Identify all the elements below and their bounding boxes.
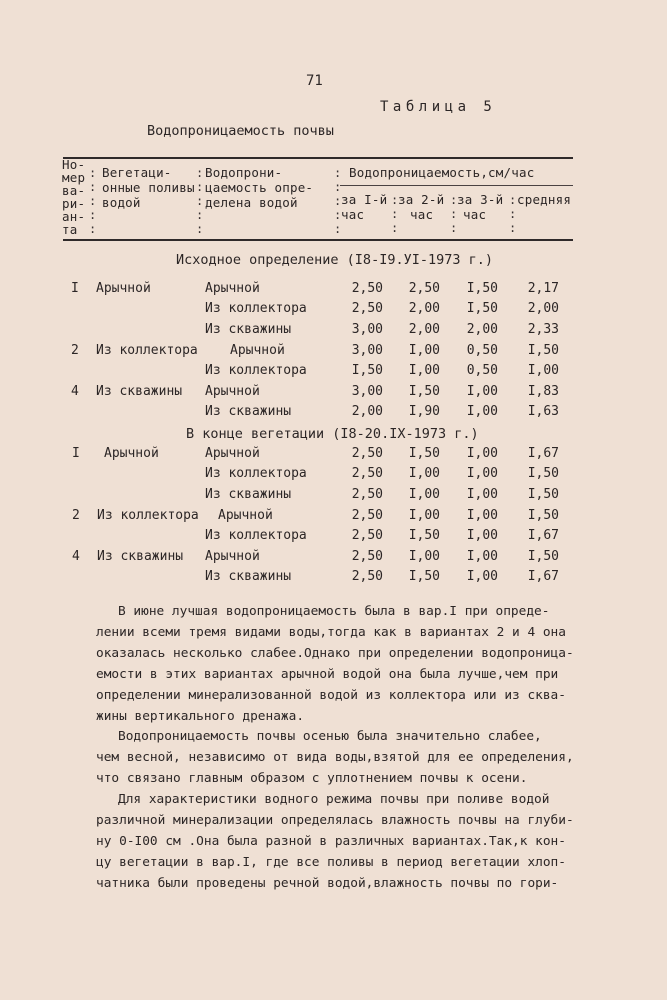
body-paragraph: В июне лучшая водопроницаемость была в вар.I при опреде- лении всеми тремя видами воды,тогда как в вариантах 2 и 4 она оказалась несколько слабее.Однако при определении водопроница- емости в этих вариантах арычной водой она была лучше,чем при определении минерализованной водой из коллектора или из сква- жины вертикального дренажа. — [96, 604, 574, 724]
table-title: Водопроницаемость почвы — [147, 123, 334, 139]
document-page: 71 Таблица 5 Водопроницаемость почвы Но- мер ва- ри- ан- та Вегетаци- онные поливы водой Водопрони- цаемость опре- делена водой Водопроницаемость,см/час за I-й час за 2-й час за 3-й час средняя : : : : : : : : : : : : : : : : : : : : : : : : Исходное определение (I8-I9.УI-1973 г.) I Арычной Арычной 2,50 2,50 I,50 2,17 Из коллектора 2,50 2,00 I,50 2,00 Из скважины 3,00 2,00 2,00 2,33 2 Из коллектора Арычной 3,00 I,00 0,50 I,50 Из коллектора I,50 I,00 0,50 I,00 4 Из скважины Арычной 3,00 I,50 I,00 I,83 Из скважины 2,00 I,90 I,00 I,63 В конце вегетации (I8-20.IX-1973 г.) I Арычной Арычной 2,50 I,50 I,00 I,67 Из коллектора 2,50 I,00 I,00 I,50 Из скважины 2,50 I,00 I,00 I,50 2 Из коллектора Арычной 2,50 I,00 I,00 I,50 Из коллектора 2,50 I,50 I,00 I,67 4 Из скважины Арычной 2,50 I,00 I,00 I,50 Из скважины 2,50 I,50 I,00 I,67 В июне лучшая водопроницаемость была в вар.I при опреде- лении всеми тремя видами воды,тогда как в вариантах 2 и 4 она оказалась несколько слабее.Однако при определении водопроница- емости в этих вариантах арычной водой она была лучше,чем при определении минерализованной водой из коллектора или из сква- жины вертикального дренажа. Водопроницаемость почвы осенью была значительно слабее, чем весной, независимо от вида воды,взятой для ее определения, что связано главным образом с уплотнением почвы к осени. Для характеристики водного режима почвы при поливе водой различной минерализации определялась влажность почвы на глуби- ну 0-I00 см .Она была разной в различных вариантах.Так,к кон- цу вегетации в вар.I, где все поливы в период вегетации хлоп- чатника были проведены речной водой,влажность почвы по гори- — [0, 0, 667, 1000]
header-permeability-group: Водопроницаемость,см/час — [349, 165, 535, 180]
body-paragraph: Водопроницаемость почвы осенью была значительно слабее, чем весной, независимо от вида воды,взятой для ее определения, что связано главным образом с уплотнением почвы к осени. — [96, 729, 574, 786]
table-top-rule — [63, 157, 573, 159]
section-title: Исходное определение (I8-I9.УI-1973 г.) — [176, 252, 493, 268]
table-label: Таблица 5 — [380, 99, 497, 115]
header-sub-3: за 3-й час — [457, 192, 504, 222]
section-title: В конце вегетации (I8-20.IX-1973 г.) — [186, 426, 479, 442]
header-sub-4: средняя — [517, 192, 572, 207]
header-group-rule — [340, 185, 573, 186]
header-sub-2: за 2-й час — [398, 192, 445, 222]
header-determined: Водопрони- цаемость опре- делена водой — [205, 165, 314, 210]
header-variant: Но- мер ва- ри- ан- та — [62, 157, 86, 237]
page-number: 71 — [306, 73, 323, 89]
col-separator: : : : — [509, 193, 517, 235]
col-separator: : : : : : — [89, 166, 97, 236]
col-separator: : : : — [450, 193, 458, 235]
col-separator: : : : — [391, 193, 399, 235]
header-sub-1: за I-й час — [341, 192, 388, 222]
header-irrigation: Вегетаци- онные поливы водой — [102, 165, 195, 210]
col-separator: : : : : : — [334, 166, 342, 236]
header-bottom-rule — [63, 239, 573, 241]
col-separator: : : : : : — [196, 166, 204, 236]
body-paragraph: Для характеристики водного режима почвы при поливе водой различной минерализации определялась влажность почвы на глуби- ну 0-I00 см .Она была разной в различных вариантах.Так,к кон- цу вегетации в вар.I, где все поливы в период вегетации хлоп- чатника были проведены речной водой,влажность почвы по гори- — [96, 792, 574, 891]
